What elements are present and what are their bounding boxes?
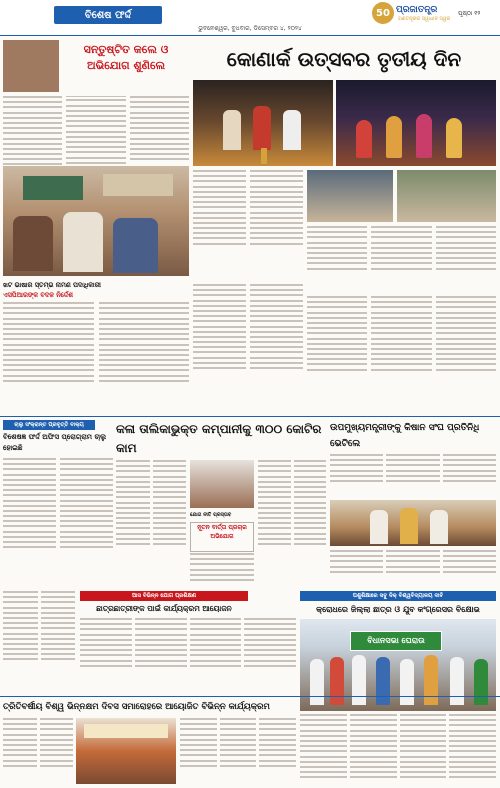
- story-body-4: [3, 591, 75, 691]
- protest-headline: କ୍ରୋଧରେ ଜିଲ୍ଲା ଛାତ୍ର ଓ ଯୁବ କଂଗ୍ରେସର ବିକ୍ଷୋଭ: [316, 605, 480, 614]
- protest-body: [300, 714, 496, 784]
- section-banner: ବିଶେଷ ଫର୍ଦ୍ଦ: [54, 6, 162, 24]
- bottom-rule: [0, 696, 500, 697]
- anniversary-logo-icon: 50: [372, 2, 394, 24]
- protest-kicker: ପଶୁଶିକ୍ଷାରେ ସବୁ ଦିକ୍ ବିଶ୍ୱବିଦ୍ୟାଳୟ ଦାବି: [300, 591, 496, 601]
- photo-dignitaries: [307, 170, 393, 222]
- konark-body-lower-right: [307, 296, 496, 412]
- konark-body-left: [193, 170, 303, 280]
- photo-protest-march: [300, 619, 496, 711]
- mid-kicker: ଯୋଗ ନୀତି ପ୍ରସ୍ତାବ: [190, 512, 232, 518]
- deputy-cm-headline: ଉପମୁଖ୍ୟମନ୍ତ୍ରୀଙ୍କୁ କିଷାନ ସଂଘ ପ୍ରତିନିଧି ଭେଟିଲେ: [330, 423, 480, 449]
- story-body: [3, 96, 189, 164]
- deputy-cm-body: [330, 454, 496, 498]
- header-rule: [0, 35, 500, 36]
- blacklist-body-2: [258, 460, 326, 586]
- story-body-3: [3, 458, 113, 586]
- disability-kicker: ଆସ ବିଭିନ୍ନ ଯୋଗ ପ୍ରଶିକ୍ଷଣ: [80, 591, 248, 601]
- photo-deputy-cm-meeting: [330, 500, 496, 546]
- page-number: ପୃଷ୍ଠା ୧୨: [458, 10, 481, 17]
- photo-official: [3, 40, 59, 92]
- story-body-2: [3, 302, 189, 412]
- photo-speaker: [397, 170, 496, 222]
- section-rule: [0, 416, 500, 417]
- photo-grievance-hearing: [3, 166, 189, 276]
- photo-stage-event: [76, 718, 176, 784]
- photo-lamp-lighting: [193, 80, 333, 166]
- konark-body-right: [307, 226, 496, 292]
- konark-body-lower: [193, 284, 303, 412]
- disability-headline: ଛାତ୍ରଛାତ୍ରୀଙ୍କ ପାଇଁ କାର୍ଯ୍ୟକ୍ରମ ଆୟୋଜନ: [96, 604, 232, 613]
- bottom-body-mid: [180, 718, 296, 784]
- deputy-cm-body-2: [330, 550, 496, 586]
- konark-headline: କୋଣାର୍କ ଉତ୍ସବର ତୃତୀୟ ଦିନ: [226, 47, 462, 71]
- dateline: ଭୁବନେଶ୍ୱର, ବୁଧବାର, ଡିସେମ୍ବର ୪, ୨୦୨୪: [198, 25, 302, 32]
- story-headline-2: ଖଟ ଭାଷାର ସ୍ତମ୍ଭ ନାମଣ ପଦାଧିକାରୀ: [3, 281, 101, 289]
- protest-banner: ବିଧାନସଭା ଘେରାଉ: [350, 631, 442, 651]
- mid-box-headline: ନୂତନ ବାର୍ତ୍ତା ପ୍ରଚାର ଅଭିଯୋଗ: [190, 522, 254, 552]
- story-kicker-3: ଚାଲୁ ସଂକ୍ରାନ୍ତ ପ୍ରବୃତ୍ତି ବାକ୍ୟ: [3, 420, 95, 430]
- newspaper-tagline: ଗଣତନ୍ତ୍ରର ସ୍ୱାଧୀନ ସ୍ୱର: [398, 16, 451, 22]
- story-headline: ସନ୍ତୁଷ୍ଟିତ କଲେ ଓ ଅଭିଯୋଗ ଶୁଣିଲେ: [83, 43, 169, 72]
- photo-official-2: [190, 460, 254, 508]
- photo-dance-performance: [336, 80, 496, 166]
- bottom-headline: ତ୍ରିତିବର୍ଷୀୟ ବିଶ୍ୱ ଭିନ୍ନକ୍ଷମ ଦିବସ ସମାରୋହରେ ଆୟୋଜିତ ବିଭିନ୍ନ କାର୍ଯ୍ୟକ୍ରମ: [3, 702, 270, 712]
- blacklist-body: [116, 460, 186, 586]
- story-subheadline-2: ଏସପିଆରଙ୍କ ବଦଳ ନିର୍ଦ୍ଦେଶ: [3, 291, 73, 299]
- disability-body: [80, 618, 296, 692]
- newspaper-name: ପ୍ରଜାତନ୍ତ୍ର: [396, 5, 438, 15]
- story-headline-3: ବିଶେଷଜ୍ଞ ଫର୍ଦ୍ଦ ଅଫିସ ପ୍ରୋଗ୍ରାମ ଚାଲୁ ହୋଇଛି: [3, 433, 107, 452]
- blacklist-headline: କଳା ତାଲିକାଭୁକ୍ତ କମ୍ପାନୀକୁ ୩୦୦ କୋଟିର କାମ: [116, 422, 322, 455]
- mid-box-body: [190, 553, 254, 586]
- bottom-body-left: [3, 718, 73, 784]
